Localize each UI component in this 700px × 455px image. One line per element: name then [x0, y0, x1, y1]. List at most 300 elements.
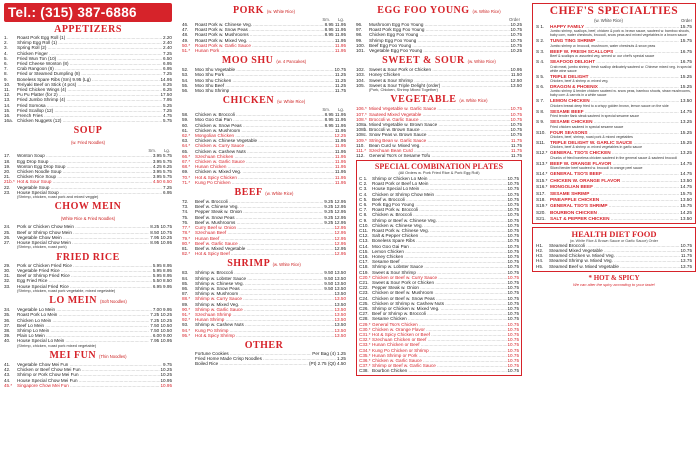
item-name: Moo Shu Beef ..... [195, 83, 334, 88]
specialty-item[interactable] [536, 178, 692, 183]
item-number: 45.* [4, 382, 13, 388]
item-price: 3.95 5.75 [152, 153, 172, 159]
item-number: 83. [182, 270, 189, 276]
item-name: Shrimp w. Lobster Sauce ..... [372, 264, 507, 269]
item-number: C15. [359, 248, 369, 254]
item-price: 11.95 [334, 164, 346, 170]
item-number: 32. [4, 278, 11, 284]
item-number: 101. [356, 48, 365, 54]
specialty-description: Chicken breast deep fried to a crispy golden brown, lemon sauce on the side [550, 103, 669, 108]
item-number: 99. [356, 37, 363, 43]
item-price: 10.75 [510, 111, 522, 117]
item-price: 10.75 [507, 196, 519, 202]
item-number: 7. [4, 66, 8, 72]
item-number: 110. [356, 142, 365, 148]
item-price: 13.50 [334, 306, 346, 312]
item-price: 12.25 [334, 133, 346, 139]
item-number: 27. [4, 240, 11, 246]
item-name: TUNG TING SHRIMP ..... [550, 38, 679, 43]
item-name: Beef w. Broccoli ..... [195, 199, 323, 204]
item-price: 10.75 [507, 368, 519, 374]
item-number: 56. [182, 88, 189, 94]
item-price: 9.25 12.95 [324, 199, 346, 205]
item-number: 104. [356, 77, 365, 83]
item-price: 10.75 [507, 269, 519, 275]
item-name: Pork Egg Foo Young ..... [372, 202, 507, 207]
item-name: Boneless Spare Ribs ..... [372, 238, 507, 243]
item-number: 73. [182, 204, 189, 210]
item-number: C 2. [359, 181, 368, 187]
item-name: Beef Egg Foo Young ..... [369, 43, 510, 48]
chow-mein-list [4, 224, 172, 245]
item-number: C 1. [359, 175, 368, 181]
chefs-specialties-box [532, 3, 696, 224]
menu-item[interactable] [356, 48, 522, 53]
item-price: 10.75 [507, 321, 519, 327]
item-number: C30.* [359, 326, 371, 332]
item-price: 1.25 [337, 356, 346, 362]
item-price: 8.95 10.95 [150, 240, 172, 246]
menu-item[interactable] [182, 361, 346, 366]
item-number: 92.* [182, 317, 191, 323]
item-name: Sweet & Sour Pork or Chicken ..... [369, 67, 510, 72]
specialty-item[interactable] [536, 184, 692, 189]
item-number: 88.* [182, 296, 191, 302]
item-number: 53. [182, 72, 189, 78]
fried-rice-list [4, 263, 172, 289]
item-name: Beef w. Mixed Vegetable ..... [195, 246, 334, 251]
specialty-item[interactable] [536, 210, 692, 215]
menu-item[interactable] [182, 180, 346, 185]
item-number: 105. [356, 82, 365, 88]
item-name: Broccoli w. Garlic Sauce ..... [369, 117, 510, 122]
item-price: 10.75 [507, 290, 519, 296]
item-number: 2. [4, 40, 8, 46]
item-price: 10.75 [507, 243, 519, 249]
item-name: Fried Home Made Crisp Noodles ..... [195, 356, 336, 361]
specialty-description: Chunks of fried boneless chicken sauteed in the general sauce & sauteed broccoli [550, 155, 678, 160]
item-name: Beef w. Snow Peas ..... [195, 215, 323, 220]
menu-item[interactable] [182, 251, 346, 256]
item-price: 10.75 [510, 27, 522, 33]
item-number: C 6. [359, 201, 368, 207]
item-price: 12.95 [334, 235, 346, 241]
item-name: House Special Soup ..... [17, 190, 162, 195]
item-name: Shrimp or Chicken Lo Mein ..... [372, 176, 507, 181]
specialty-item[interactable] [536, 197, 692, 202]
item-name: Hot & Sour Soup ..... [17, 179, 152, 184]
item-price: 10.25 [160, 372, 172, 378]
item-price: 3.95 5.75 [152, 174, 172, 180]
item-number: C16. [359, 254, 369, 260]
item-number: 66.* [182, 153, 191, 159]
item-name: Egg Drop Soup ..... [17, 159, 152, 164]
item-price: 10.75 [510, 42, 522, 48]
item-number: C14. [359, 243, 369, 249]
item-price: 11.95 [334, 37, 346, 43]
item-number: 6. [4, 61, 8, 67]
item-price: 13.50 [680, 216, 692, 222]
item-number: 24. [4, 224, 11, 230]
item-name: Shrimp w. Garlic Sauce ..... [195, 307, 334, 312]
item-price: 13.50 [680, 177, 692, 183]
item-name: SESAME BEEF ..... [550, 109, 679, 114]
item-name: Szechuan Shrimp ..... [195, 312, 334, 317]
item-name: SESAME CHICKEN ..... [550, 119, 679, 124]
item-price: 13.75 [680, 263, 692, 269]
item-price: 11.50 [510, 72, 522, 78]
item-name: SALT & PEPPER CHICKEN ..... [550, 216, 679, 221]
item-number: 51.* [182, 48, 191, 54]
item-price: 8.50 10.75 [150, 229, 172, 235]
item-name: Shrimp Egg Foo Young ..... [369, 38, 510, 43]
menu-item[interactable] [4, 118, 172, 123]
item-price: 12.95 [334, 251, 346, 257]
item-name: Sesame Beef ..... [372, 259, 507, 264]
item-name: Chicken Rice Soup ..... [17, 174, 152, 179]
item-name: Shrimp or Pork Chow Mei Fun ..... [17, 372, 160, 377]
item-price: 10.95 [510, 67, 522, 73]
item-price: 13.50 [680, 196, 692, 202]
mei-fun-heading: MEI FUN (Thin Noodles) [49, 349, 127, 361]
item-name: Steamed Shrimp w. Mixed Veg. ..... [549, 258, 680, 263]
item-number [182, 361, 195, 366]
item-name: Beef Lo Mein ..... [17, 323, 149, 328]
item-name: Chicken Nuggets (12) ..... [17, 118, 162, 123]
item-name: Fried Somosa ..... [17, 103, 162, 108]
menu-item[interactable] [4, 383, 172, 388]
item-number: S19.* [536, 203, 548, 209]
item-price: 11.95 [334, 148, 346, 154]
item-number: 109.* [356, 137, 367, 143]
item-name: Boiled Rice ..... [195, 361, 308, 366]
item-price: 10.75 [507, 300, 519, 306]
chefs-specialties-heading: CHEF'S SPECIALTIES [549, 5, 679, 17]
vegetable-heading: VEGETABLE (w. White Rice) [390, 94, 488, 106]
item-number: C 4. [359, 191, 368, 197]
item-number: 38. [4, 327, 11, 333]
item-number: 87. [182, 291, 189, 297]
item-number: S17. [536, 190, 546, 196]
item-number: 21. [4, 174, 11, 180]
item-name: BOURBON CHICKEN ..... [550, 210, 679, 215]
item-name: Sauteed Mixed Vegetable ..... [369, 112, 510, 117]
combination-plates-subtitle: (All Orders w. Pork Fried Rice & Pork Egg Roll) [398, 170, 480, 176]
item-price: 14.75 [680, 160, 692, 166]
other-heading: OTHER [244, 339, 284, 351]
item-number: 25. [4, 229, 11, 235]
lo-mein-note: (Shrimp, chicken, roast pork mixed vegetable) [17, 342, 97, 348]
item-price: 6.00 9.00 [152, 333, 172, 339]
sweet-sour-heading: SWEET & SOUR (w. White Rice) [382, 55, 496, 67]
item-name: Teriyaki Beef on Stick (4 pcs) ..... [17, 82, 162, 87]
item-price: 8.95 11.95 [324, 122, 346, 128]
chow-mein-note: (Shrimp, chicken, roast pork) [17, 244, 67, 250]
item-price: 10.25 [510, 22, 522, 27]
item-number: C19. [359, 269, 369, 275]
item-price: 2.40 [163, 40, 172, 46]
item-name: Shrimp w. Snow Peas ..... [195, 286, 323, 291]
egg-foo-young-heading: EGG FOO YOUNG (w. White Rice) [377, 5, 501, 16]
phone-number[interactable]: Tel.: (315) 387-6886 [4, 3, 172, 22]
item-name: Vegetable Egg Foo Young ..... [369, 48, 510, 53]
item-price: 6.95 [163, 61, 172, 67]
item-number: 65. [182, 148, 189, 154]
item-name: GENERAL TSO'S BEEF ..... [550, 171, 679, 176]
item-number: 19. [4, 163, 11, 169]
item-price: 9.50 13.50 [324, 285, 346, 291]
item-name: Moo Goo Gai Pan ..... [372, 244, 507, 249]
item-number: S 7. [536, 98, 545, 104]
item-number: 14. [4, 102, 11, 108]
item-number: 22. [4, 184, 11, 190]
item-price: 11.25 [334, 77, 346, 83]
item-name: Hunan Shrimp ..... [195, 317, 334, 322]
item-price: 7.95 10.25 [150, 234, 172, 240]
item-number: S 1. [536, 24, 545, 29]
item-number: S13.* [536, 160, 548, 166]
item-number: 31. [4, 273, 11, 279]
health-diet-list [536, 243, 692, 269]
item-price: 10.75 [507, 311, 519, 317]
item-number: 76. [182, 219, 189, 225]
item-price: 10.75 [507, 248, 519, 254]
menu-item[interactable] [356, 153, 522, 158]
item-name: Hunan Shrimp or Pork ..... [372, 353, 507, 358]
item-number: 97. [356, 27, 363, 33]
item-number: S18. [536, 196, 546, 202]
item-name: Fried or Steamed Dumpling (8) ..... [17, 71, 162, 76]
item-price: 10.25 [160, 367, 172, 373]
item-number: 60. [182, 122, 189, 128]
item-price: 10.75 [680, 248, 692, 254]
item-price: 7.95 [163, 97, 172, 103]
item-name: CHICKEN W. ORANGE FLAVOR ..... [550, 178, 679, 183]
item-name: PINEAPPLE CHICKEN ..... [550, 197, 679, 202]
item-price: 13.50 [334, 322, 346, 328]
item-number: 23. [4, 189, 11, 195]
item-price: 15.25 [680, 129, 692, 135]
item-number: S16.* [536, 184, 548, 190]
item-number: 50.* [182, 42, 191, 48]
lo-mein-heading: LO MEIN (Soft Noodles) [49, 295, 127, 307]
item-price: 15.75 [680, 203, 692, 209]
item-name: Sesame Chicken ..... [372, 316, 507, 321]
health-diet-heading: HEALTH DIET FOOD [571, 228, 657, 239]
item-number: 68.* [182, 164, 191, 170]
item-number: 90.* [182, 306, 191, 312]
item-number: C22. [359, 285, 369, 291]
menu-item[interactable] [359, 368, 519, 373]
item-name: Sweet & Sour Triple Delight (order) ..... [369, 83, 510, 88]
specialty-item[interactable] [536, 191, 692, 196]
item-number: C 8. [359, 212, 368, 218]
item-number: 52. [182, 67, 189, 73]
item-price: 8.95 11.95 [324, 112, 346, 118]
specialty-item[interactable] [536, 216, 692, 221]
item-number: 34. [4, 307, 11, 313]
fried-rice-heading: FRIED RICE [56, 251, 120, 263]
shrimp-heading: SHRIMP (w. White Rice) [227, 258, 301, 270]
item-name: Salt & Pepper Chicken ..... [372, 233, 507, 238]
item-number: 69. [182, 169, 189, 175]
item-price: 13.50 [334, 291, 346, 297]
item-name: Shrimp w. Mixed Veg. ..... [195, 302, 334, 307]
item-name: Chicken or Beef w. Mushroom ..... [372, 290, 507, 295]
item-name: Mixed Vegetable w. Brown Sauce ..... [369, 122, 510, 127]
item-price: 4.50 6.50 [152, 179, 172, 185]
item-name: Chicken Noodle Soup ..... [17, 169, 152, 174]
item-price: 10.75 [507, 352, 519, 358]
item-number: 4. [4, 50, 8, 56]
item-name: Plain Lo Mein ..... [17, 333, 152, 338]
item-name: Szechuan Bean Curd ..... [369, 148, 510, 153]
item-price: 6.95 [163, 66, 172, 72]
moo-shu-list [182, 67, 346, 93]
menu-item[interactable] [536, 264, 692, 269]
item-price: 9.50 13.50 [324, 280, 346, 286]
specialty-item[interactable] [536, 171, 692, 176]
item-price: 7.25 10.25 [150, 317, 172, 323]
item-price: 11.95 [334, 179, 346, 185]
item-price: 11.75 [680, 253, 692, 259]
item-number: C32.* [359, 337, 371, 343]
sweet-sour-list [356, 67, 522, 88]
item-name: Roast Pork w. Garlic Sauce ..... [195, 43, 334, 48]
menu-item[interactable] [182, 88, 346, 93]
item-number: 37. [4, 322, 11, 328]
item-name: Sweet & Sour Shrimp ..... [372, 270, 507, 275]
item-name: Fried Scallop (12) ..... [17, 108, 162, 113]
item-number: C38. [359, 368, 369, 374]
item-number: C37.* [359, 363, 371, 369]
specialty-item[interactable] [536, 203, 692, 208]
specialty-item[interactable] [536, 59, 692, 64]
item-price: 7.25 [163, 107, 172, 113]
item-number: 98. [356, 32, 363, 38]
item-name: Pepper Steak w. Onion ..... [372, 285, 507, 290]
menu-column-2 [178, 0, 350, 455]
menu-item[interactable] [182, 333, 346, 338]
item-number: C23. [359, 290, 369, 296]
item-name: Chicken or Beef w. Curry Sauce ..... [372, 275, 507, 280]
item-price: 11.95 [334, 138, 346, 144]
item-name: Bourbon Chicken ..... [372, 368, 507, 373]
item-price: 10.75 [507, 259, 519, 265]
item-price: 11.95 [334, 169, 346, 175]
item-price: 11.25 [334, 82, 346, 88]
item-price: 10.75 [507, 191, 519, 197]
item-number: C13. [359, 238, 369, 244]
item-price: 10.75 [507, 181, 519, 187]
item-name: TRIPLE DELIGHT ..... [550, 74, 679, 79]
combination-plates-box [356, 160, 522, 375]
item-name: Shrimp Lo Mein ..... [17, 328, 149, 333]
item-name: Chicken Lo Mein ..... [17, 318, 149, 323]
item-price: (Pt) 2.75 (Qt) 4.50 [308, 361, 346, 367]
item-name: Roast Pork w. Snow Peas ..... [195, 27, 324, 32]
item-name: Chicken w. Curry Sauce ..... [195, 143, 334, 148]
item-name: Moo Shu Vegetable ..... [195, 67, 334, 72]
item-number: 108a. [356, 122, 368, 128]
item-name: Chicken w. Chinese Veg. ..... [372, 223, 507, 228]
item-price: 6.50 [163, 55, 172, 61]
item-price: 12.95 [334, 240, 346, 246]
item-price: 11.75 [510, 148, 522, 154]
other-list [182, 351, 346, 367]
item-name: Pu Pu Platter (for 2) ..... [17, 92, 160, 97]
mei-fun-list [4, 362, 172, 388]
item-number: 17. [4, 153, 11, 159]
item-price: 15.25 [680, 73, 692, 79]
item-name: Chicken or Shrimp Chow Mein ..... [372, 192, 507, 197]
item-name: Spring Roll (2) ..... [17, 45, 162, 50]
item-number: H3. [536, 253, 544, 259]
item-name: Beef w. Garlic Sauce ..... [195, 241, 334, 246]
item-price: 11.75 [334, 88, 346, 94]
item-price: 6.25 [163, 87, 172, 93]
menu-item[interactable] [182, 48, 346, 53]
item-number: 36. [4, 317, 11, 323]
item-number: 5. [4, 55, 8, 61]
item-price: 16.75 [680, 59, 692, 65]
item-number: 13. [4, 97, 11, 103]
item-name: Shrimp w. Broccoli ..... [195, 270, 323, 275]
item-number: 58. [182, 112, 189, 118]
item-name: Curry Beef w. Onion ..... [195, 225, 334, 230]
item-number: 55. [182, 82, 189, 88]
item-number: C31.* [359, 332, 371, 338]
item-number: 108c. [356, 132, 368, 138]
item-price: 10.75 [680, 242, 692, 248]
specialty-item[interactable] [536, 119, 692, 124]
item-number: 43. [4, 372, 11, 378]
item-price: 10.75 [507, 175, 519, 181]
item-number: C28. [359, 316, 369, 322]
combination-plates-list [359, 176, 519, 374]
item-number: C27. [359, 311, 369, 317]
item-price: 8.95 11.95 [324, 32, 346, 38]
item-price: 10.75 [507, 222, 519, 228]
item-number: 72. [182, 199, 189, 205]
item-number: C36.* [359, 358, 371, 364]
item-name: Vegetable Soup ..... [17, 185, 162, 190]
item-price: 10.75 [510, 116, 522, 122]
item-price: 13.50 [334, 317, 346, 323]
item-number: 108b. [356, 127, 368, 133]
item-name: DRAGON & PHOENIX ..... [550, 84, 679, 89]
item-price: 10.75 [507, 342, 519, 348]
item-name: Shrimp Egg Roll (1) ..... [17, 40, 162, 45]
item-price: 10.25 [510, 48, 522, 54]
item-name: Shrimp w. Mushroom ..... [195, 291, 334, 296]
item-number: C 9. [359, 217, 368, 223]
item-name: Moo Shu Shrimp ..... [195, 88, 334, 93]
item-name: Roast Pork Egg Foo Young ..... [369, 27, 510, 32]
chicken-heading: CHICKEN (w. White Rice) [222, 95, 306, 107]
item-price: 9.50 13.50 [324, 270, 346, 276]
item-price: 15.25 [680, 140, 692, 146]
item-name: Snow Peas w. Brown Sauce ..... [369, 132, 510, 137]
item-name: Chicken w. Snow Peas ..... [195, 123, 324, 128]
item-price: 10.75 [510, 37, 522, 43]
item-price: 10.75 [507, 316, 519, 322]
item-number: S 2. [536, 38, 545, 44]
item-price: 13.50 [510, 82, 522, 88]
item-number: S10. [536, 129, 546, 135]
item-number: 89. [182, 301, 189, 307]
item-number: H4. [536, 258, 544, 264]
